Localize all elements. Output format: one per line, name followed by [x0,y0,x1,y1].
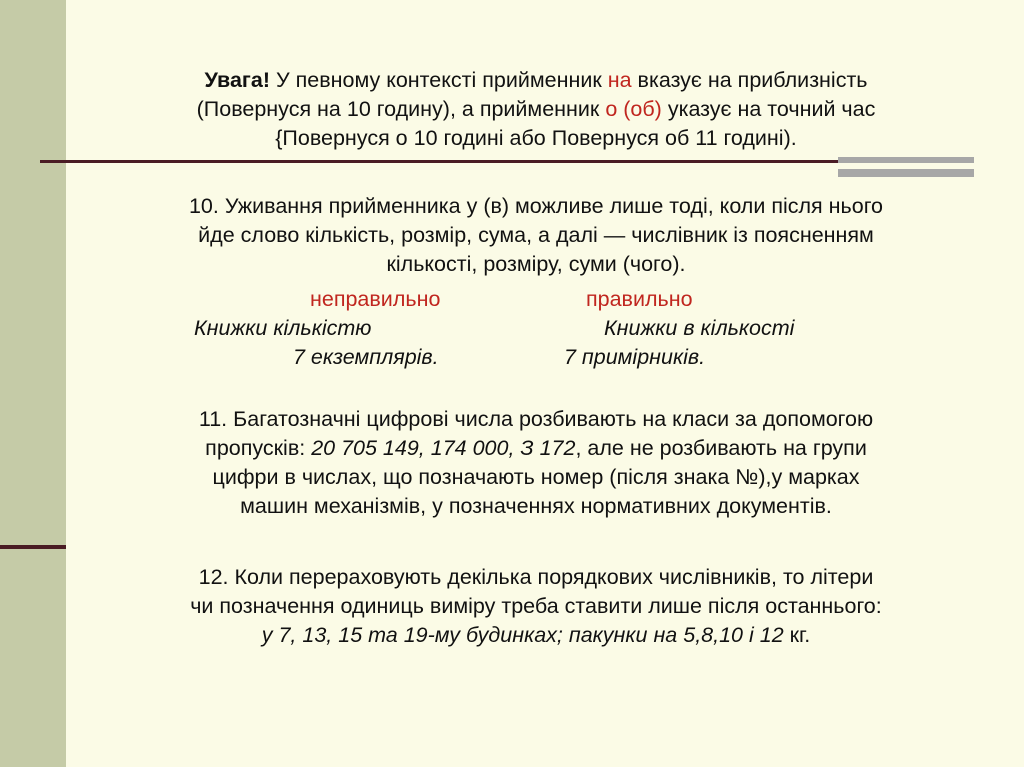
rule-10-line: йде слово кількість, розмір, сума, а далі — числівник із поясненням [198,223,874,247]
note-label: Увага! [204,68,270,92]
rule-10-line: кількості, розміру, суми (чого). [386,252,686,276]
note-line-3: {Повернуся о 10 годині або Повернуся об 11 годині). [275,126,797,150]
rule-10-paragraph [66,192,1006,279]
right-example-2: 7 примірників. [564,345,706,369]
rule-12-paragraph [66,563,1006,650]
note-line-2: (Повернуся на 10 годину), а прийменник о (об) указує на точний час [196,97,876,121]
preposition-o: о (об) [605,97,662,121]
rule-11-line: цифри в числах, що позначають номер (після знака №),у марках [212,465,860,489]
wrong-example-2: 7 екземплярів. [293,345,439,369]
rule-12-line: у 7, 13, 15 та 19-му будинках; пакунки на 5,8,10 і 12 кг. [261,623,811,647]
note-line-1: Увага! У певному контексті прийменник на вказує на приблизність [204,68,868,92]
rule-11-line: машин механізмів, у позначеннях нормативних документів. [240,494,832,518]
left-sidebar-band [0,0,66,767]
rule-11-line: пропусків: 20 705 149, 174 000, З 172, але не розбивають на групи [205,436,867,460]
right-example-1: Книжки в кількості [604,316,795,340]
rule-12-line: 12. Коли перераховують декілька порядкових числівників, то літери [198,565,874,589]
rule-12-line: чи позначення одиниць виміру треба ставити лише після останнього: [190,594,882,618]
right-label: правильно [586,287,693,311]
number-example: 20 705 149, 174 000, З 172 [311,436,576,460]
rule-11-paragraph [66,405,1006,521]
wrong-label: неправильно [310,287,441,311]
ordinal-example: у 7, 13, 15 та 19-му будинках; пакунки на 5,8,10 і 12 [261,623,784,647]
rule-11-line: 11. Багатозначні цифрові числа розбивають на класи за допомогою [198,407,874,431]
sidebar-divider [0,545,66,549]
preposition-na: на [607,68,632,92]
slide-content [66,0,1024,767]
rule-10-line: 10. Уживання прийменника у (в) можливе лише тоді, коли після нього [188,194,884,218]
wrong-example-1: Книжки кількістю [194,316,372,340]
note-paragraph [66,66,1006,153]
